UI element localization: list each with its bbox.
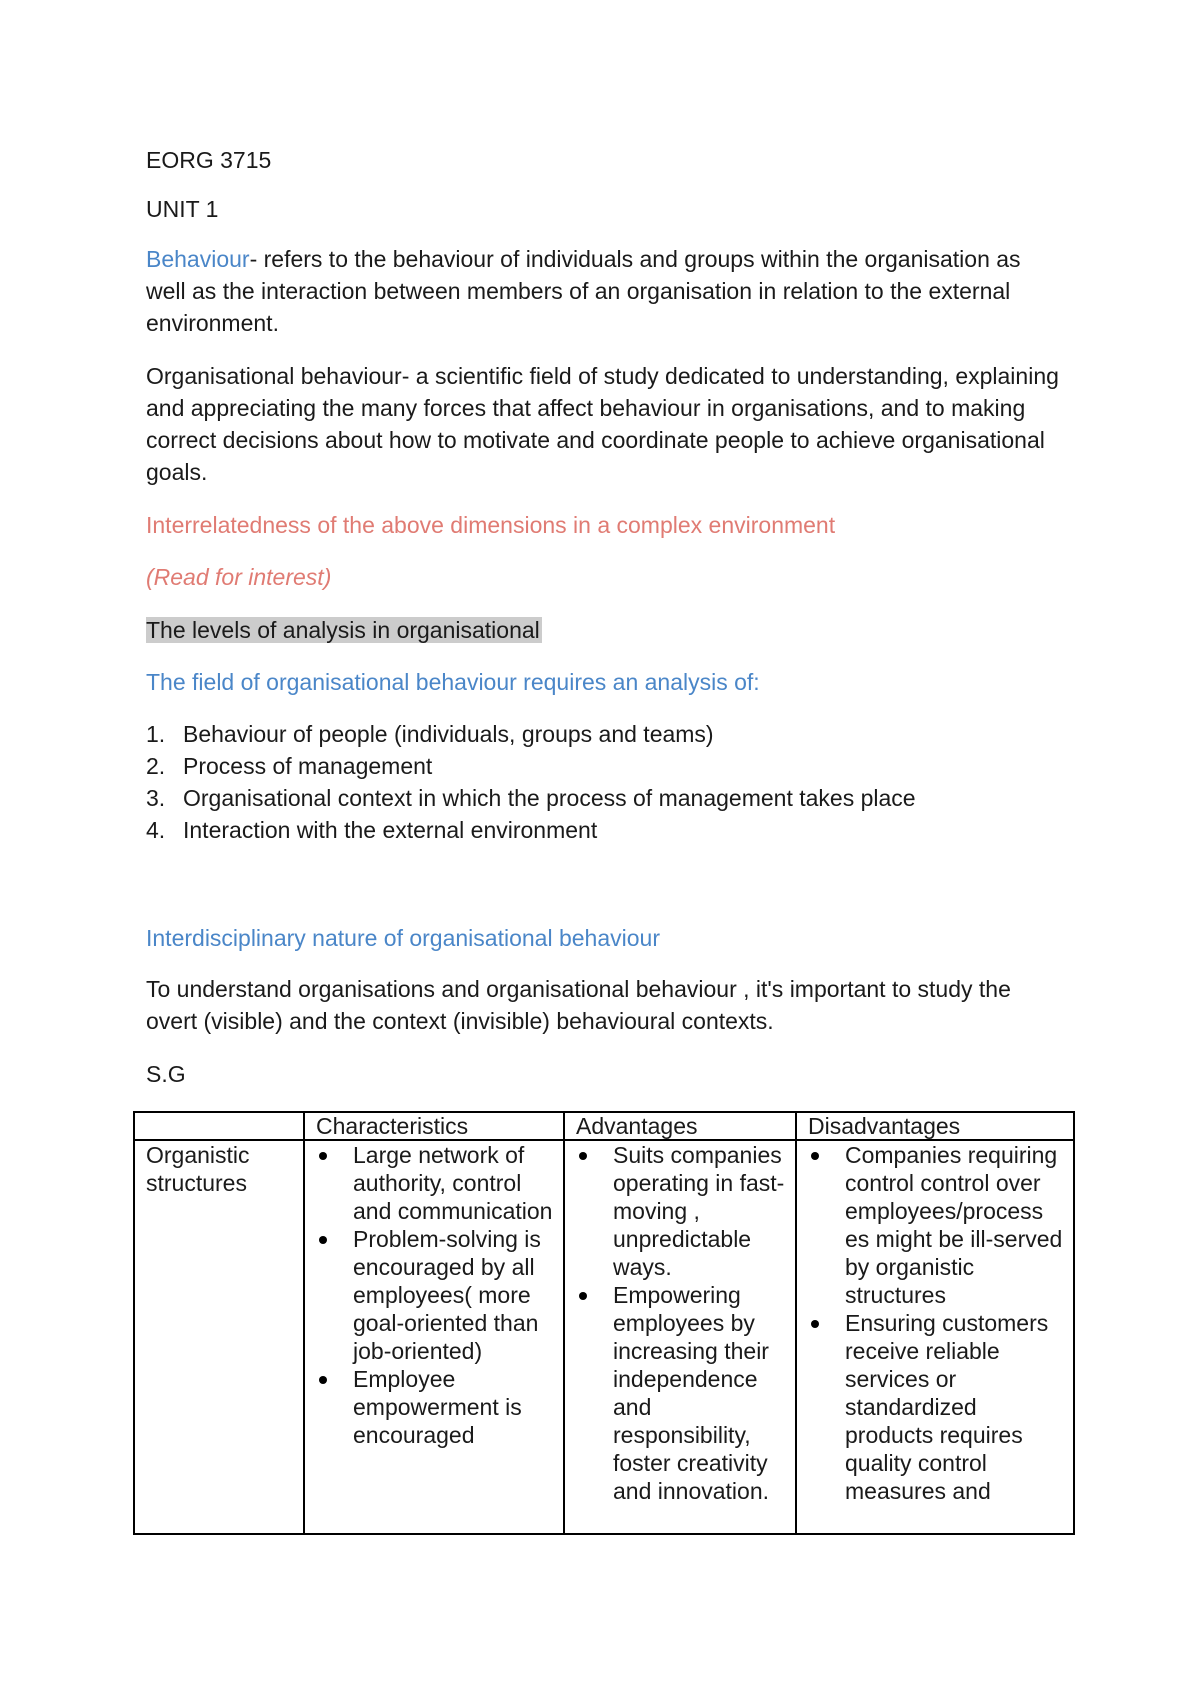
field-heading: The field of organisational behaviour requires an analysis of: [146, 669, 760, 695]
behaviour-definition [146, 243, 1066, 339]
row-label-cell: Organistic structures [134, 1140, 304, 1534]
list-item: 4. Interaction with the external environment [146, 817, 598, 843]
list-item: Empowering employees by increasing their independence and responsibility, foster creativity and innovation. [576, 1281, 789, 1505]
analysis-list [146, 718, 916, 846]
org-behaviour-definition: Organisational behaviour- a scientific field of study dedicated to understanding, explaining and appreciating the many forces that affect behaviour in organisations, and to making correct decisions about how to motivate and coordinate people to achieve organisational goals. [146, 363, 1059, 485]
list-item: 1. Behaviour of people (individuals, groups and teams) [146, 721, 714, 747]
disadvantages-cell [796, 1140, 1074, 1534]
levels-heading-highlight: The levels of analysis in organisational [146, 617, 540, 643]
table-row [134, 1140, 1074, 1534]
interdisciplinary-text: To understand organisations and organisational behaviour , it's important to study the overt (visible) and the context (invisible) behavioural contexts. [146, 976, 1011, 1034]
list-item: Suits companies operating in fast-moving , unpredictable ways. [576, 1141, 789, 1281]
bullet-icon [319, 1152, 327, 1160]
interdisciplinary-heading: Interdisciplinary nature of organisational behaviour [146, 925, 660, 951]
bullet-icon [319, 1376, 327, 1384]
behaviour-definition-text: - refers to the behaviour of individuals and groups within the organisation as well as the interaction between members of an organisation in relation to the external environment. [146, 246, 1021, 336]
bullet-icon [811, 1152, 819, 1160]
list-item: Problem-solving is encouraged by all employees( more goal-oriented than job-oriented) [316, 1225, 557, 1365]
header-cell-disadvantages: Disadvantages [796, 1112, 1074, 1140]
levels-heading [146, 614, 542, 646]
structures-table [133, 1111, 1075, 1535]
unit-label: UNIT 1 [146, 196, 219, 222]
interrelatedness-heading: Interrelatedness of the above dimensions in a complex environment [146, 512, 836, 538]
course-code: EORG 3715 [146, 147, 272, 173]
bullet-icon [811, 1320, 819, 1328]
list-item: 2. Process of management [146, 753, 433, 779]
bullet-icon [579, 1152, 587, 1160]
advantages-cell [564, 1140, 796, 1534]
read-note: (Read for interest) [146, 564, 332, 590]
sg-label: S.G [146, 1061, 186, 1087]
header-cell-advantages: Advantages [564, 1112, 796, 1140]
list-item: 3. Organisational context in which the process of management takes place [146, 785, 916, 811]
characteristics-cell [304, 1140, 564, 1534]
bullet-icon [319, 1236, 327, 1244]
header-cell-empty [134, 1112, 304, 1140]
list-item: Ensuring customers receive reliable services or standardized products requires quality control measures and [808, 1309, 1067, 1505]
behaviour-term: Behaviour [146, 246, 250, 272]
header-cell-characteristics: Characteristics [304, 1112, 564, 1140]
table-header-row [134, 1112, 1074, 1140]
list-item: Large network of authority, control and communication [316, 1141, 557, 1225]
list-item: Companies requiring control control over employees/process es might be ill-served by organistic structures [808, 1141, 1067, 1309]
bullet-icon [579, 1292, 587, 1300]
list-item: Employee empowerment is encouraged [316, 1365, 557, 1449]
